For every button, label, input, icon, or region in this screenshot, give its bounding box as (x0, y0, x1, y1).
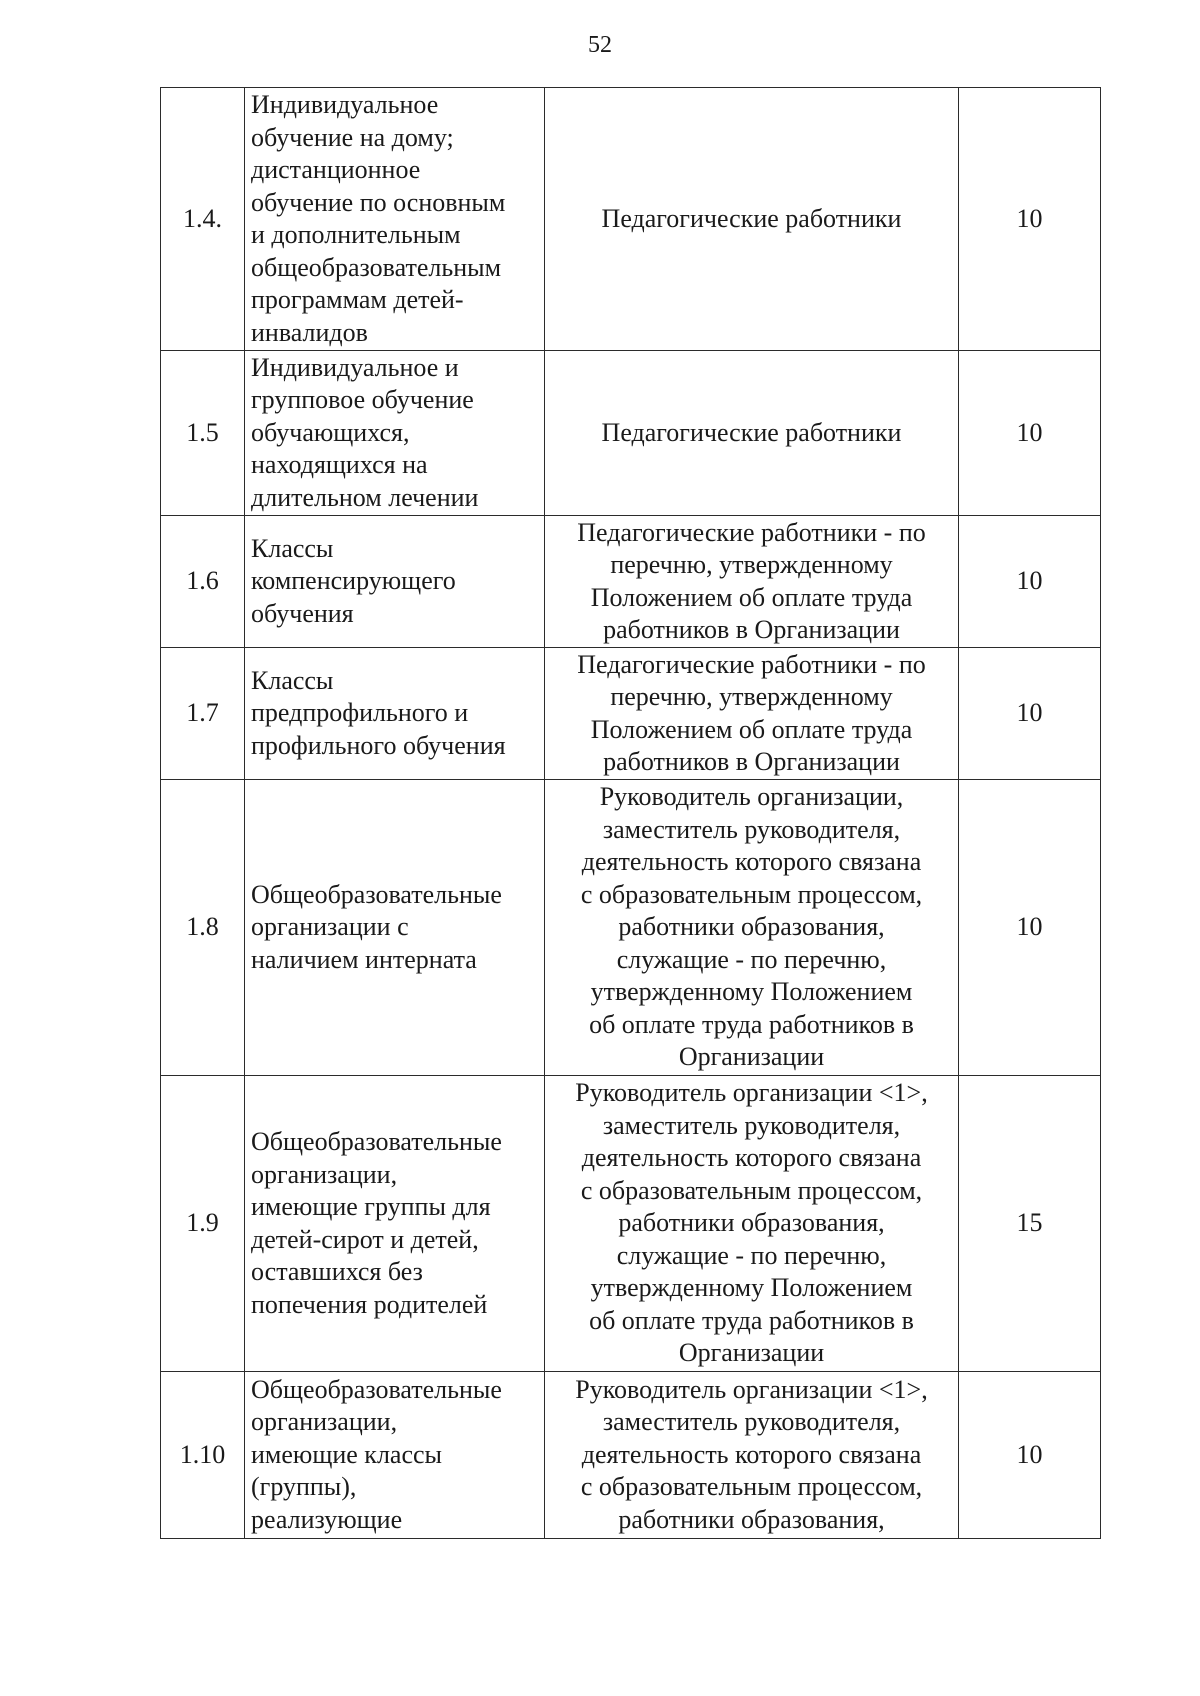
text-line: Педагогические работники (601, 417, 902, 447)
text-line: обучения (251, 598, 354, 628)
row-description (245, 1372, 545, 1539)
text-line: заместитель руководителя, (602, 814, 901, 844)
text-line: Руководитель организации <1>, (575, 1374, 928, 1404)
text-line: работников в Организации (603, 747, 900, 776)
row-number: 1.5 (161, 351, 245, 516)
table-row (161, 780, 1101, 1076)
text-line: Организации (678, 1042, 825, 1072)
text-line: деятельность которого связана (581, 847, 922, 877)
text-line: Классы (251, 665, 334, 695)
text-line: с образовательным процессом, (580, 879, 923, 909)
text-line: Общеобразовательные (251, 1374, 502, 1404)
row-description (245, 516, 545, 648)
table-row (161, 1076, 1101, 1372)
text-line: профильного обучения (251, 730, 506, 760)
row-percent: 10 (959, 780, 1101, 1076)
row-description (245, 780, 545, 1076)
table-row (161, 88, 1101, 351)
row-staff (545, 516, 959, 648)
text-line: Классы (251, 533, 334, 563)
text-line: с образовательным процессом, (580, 1472, 923, 1502)
text-line: с образовательным процессом, (580, 1175, 923, 1205)
row-description (245, 88, 545, 351)
row-staff (545, 780, 959, 1076)
text-line: попечения родителей (251, 1289, 488, 1319)
text-line: Руководитель организации <1>, (575, 1078, 928, 1108)
text-line: общеобразовательным (251, 252, 502, 282)
table-row (161, 516, 1101, 648)
text-line: обучающихся, (251, 417, 410, 447)
text-line: Положением об оплате труда (590, 714, 913, 744)
text-line: обучение по основным (251, 187, 506, 217)
text-line: Индивидуальное и (251, 352, 459, 382)
table-row (161, 1372, 1101, 1539)
text-line: наличием интерната (251, 944, 477, 974)
text-line: программам детей- (251, 285, 464, 314)
row-percent: 15 (959, 1076, 1101, 1372)
row-description (245, 648, 545, 780)
text-line: работники образования, (618, 912, 885, 942)
text-line: Руководитель организации, (599, 782, 904, 812)
page-number: 52 (588, 32, 612, 58)
text-line: реализующие (251, 1504, 403, 1534)
row-staff (545, 1076, 959, 1372)
text-line: Индивидуальное (251, 90, 439, 119)
row-number: 1.8 (161, 780, 245, 1076)
text-line: утвержденному Положением (590, 1273, 913, 1303)
row-percent: 10 (959, 516, 1101, 648)
text-line: Положением об оплате труда (590, 582, 913, 612)
text-line: Общеобразовательные (251, 879, 502, 909)
text-line: (группы), (251, 1472, 357, 1502)
text-line: заместитель руководителя, (602, 1407, 901, 1437)
row-number: 1.7 (161, 648, 245, 780)
text-line: групповое обучение (251, 385, 474, 415)
text-line: перечню, утвержденному (610, 550, 893, 579)
row-percent: 10 (959, 648, 1101, 780)
text-line: служащие - по перечню, (616, 944, 887, 974)
row-number: 1.10 (161, 1372, 245, 1539)
row-staff (545, 1372, 959, 1539)
row-staff (545, 351, 959, 516)
text-line: обучение на дому; (251, 122, 454, 152)
row-number: 1.4. (161, 88, 245, 351)
text-line: имеющие классы (251, 1439, 443, 1469)
table-row (161, 648, 1101, 780)
text-line: работники образования, (618, 1504, 885, 1534)
text-line: Организации (678, 1338, 825, 1368)
text-line: предпрофильного и (251, 698, 469, 728)
text-line: работники образования, (618, 1208, 885, 1238)
text-line: организации, (251, 1159, 398, 1189)
row-staff (545, 88, 959, 351)
text-line: работников в Организации (603, 615, 900, 644)
allowance-table (160, 87, 1101, 1539)
text-line: длительном лечении (251, 482, 479, 512)
text-line: детей-сирот и детей, (251, 1224, 479, 1254)
row-number: 1.6 (161, 516, 245, 648)
text-line: оставшихся без (251, 1257, 423, 1286)
table-row (161, 351, 1101, 516)
text-line: организации с (251, 912, 409, 942)
text-line: перечню, утвержденному (610, 682, 893, 711)
text-line: Общеобразовательные (251, 1127, 502, 1156)
text-line: деятельность которого связана (581, 1439, 922, 1469)
row-description (245, 351, 545, 516)
row-number: 1.9 (161, 1076, 245, 1372)
text-line: деятельность которого связана (581, 1143, 922, 1173)
text-line: Педагогические работники (601, 203, 902, 233)
text-line: имеющие группы для (251, 1192, 491, 1221)
text-line: заместитель руководителя, (602, 1110, 901, 1140)
row-staff (545, 648, 959, 780)
text-line: компенсирующего (251, 566, 456, 596)
row-percent: 10 (959, 88, 1101, 351)
text-line: Педагогические работники - по (577, 517, 926, 547)
row-percent: 10 (959, 1372, 1101, 1539)
text-line: и дополнительным (251, 220, 461, 249)
text-line: утвержденному Положением (590, 977, 913, 1007)
text-line: организации, (251, 1407, 398, 1437)
text-line: инвалидов (251, 317, 368, 347)
row-description (245, 1076, 545, 1372)
text-line: об оплате труда работников в (589, 1305, 914, 1335)
text-line: служащие - по перечню, (616, 1240, 887, 1270)
text-line: дистанционное (251, 155, 421, 184)
text-line: об оплате труда работников в (589, 1009, 914, 1039)
row-percent: 10 (959, 351, 1101, 516)
text-line: находящихся на (251, 450, 428, 480)
text-line: Педагогические работники - по (577, 649, 926, 679)
